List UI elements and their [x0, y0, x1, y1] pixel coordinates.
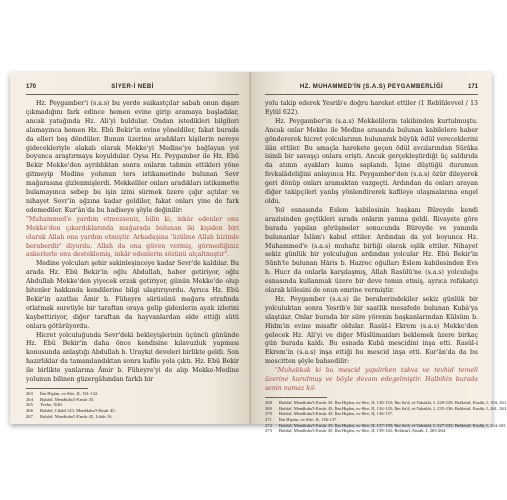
footnote: 273 Buhârî, Menâkıbu'l-Ensâr 45; İbn Hişâm, es-Sîre, II, 139-143; Belâzürî, Ensâb, I, 263-264.	[265, 428, 447, 434]
footnote: 270 Buhârî, Menâkıbu'l-Ensâr 45; İbn Hişâm, es-Sîre, II, 136-137.	[265, 411, 394, 417]
footnote: 266 Buhârî, Cihâd 123, Menâkıbu'l-Ensâr 45.	[26, 408, 116, 414]
quran-quote: "Muhakkak ki bu mescid yapılırken takva ve tevhid temeli üzerine kurulmuş ve böyle devam edegelmiştir. Halbihin burada senin namaz kıl-	[265, 367, 478, 392]
footnotes-left	[26, 391, 239, 420]
quran-quote: "Muhammed'e yardım etmezseniz, bilin ki, inkâr edenler onu Mekke'den çıkardıklarında mağarada bulunan iki kişiden biri olarak Allah ona yardım etmiştir. Arkadaşına 'üzülme Allah bizimle beraberdir' diyordu. Allah da ona güven vermiş, görmediğiniz askerlerle onu desteklemiş, inkâr edenlerin sözünü alçaltmıştır".	[26, 215, 239, 259]
paragraph: Hz. Peygamber'in (s.a.s) Mekkelilerin takibinden kurtulmuştu. Ancak onlar Mekke ile Medine arasında bulunan kabilelere haber göndererek hicret yolcularının bulunarak büyük ödül vereceklerini ilân ettiler. Bu amaçla harekete geçen ödül avcılarından Sürâka isimli bir savaşçı onlara erişti. Ancak gerçekleştirdiği üç saldırıda da atının ayakları kuma saplandı. İçine düştüğü durumun fevkalâdeliğini anlayınca Hz. Peygamber'den (s.a.s) özür dileyerek geri dönüp onları aramaktan vazgeçti. Ardından da onları arayan diğer takipçileri yanlış yönlendirerek kafileye ulaşmalarına engel oldu.	[265, 117, 478, 205]
footnote: 271 İbn Hişâm, es-Sîre, II, 136-137.	[265, 417, 338, 423]
page-number-right: 171	[467, 84, 478, 90]
running-title-right: HZ. MUHAMMED'İN (S.A.S) PEYGAMBERLİĞİ	[299, 84, 444, 90]
footnote: 265 Tevbe, 9/40.	[26, 402, 63, 408]
footnote-rule	[265, 397, 327, 398]
footnote: 264 Buhârî, Menâkıbu'l-Ensâr 45.	[26, 396, 95, 402]
paragraph: Hz. Peygamber'i (s.a.s) bu yerde suikastçılar sabah onun dışarı çıkmadığını fark edince hemen evine girip aramaya başladılar, ancak yatağında Hz. Ali'yi buldular. Ondan istedikleri bilgileri alamayınca hemen Hz. Ebû Bekir'in evine yöneldiler, fakat burada da elleri boş döndüler. Bunun üzerine aradıkları kişilerin nereye gidecekleriyle alakalı olarak Mekke'yi Medine'ye bağlayan yol boyunca araştırmaya koyuldular. Oysa Hz. Peygamber ile Hz. Ebû Bekir Mekke'den ayrıldıktan sonra onların tahmin ettikleri yöne gitmeyip Medine yolunun ters istikametinde bulunan Sevr mağarasına gizlenmişlerdi. Mekkeliler onları aradıkları istikamette bulamayınca sebep bu işin izini sürmek üzere çığır açtılar ve nihayet Sevr'in ağzına kadar geldiler, fakat onları yine de fark edemediler. Kur'ân'da bu hadiseye şöyle değinilir:	[26, 100, 239, 214]
paragraph: yolu takip ederek Yesrib'e doğru hareket ettiler (1 Rebîülevvel / 13 Eylül 622).	[265, 100, 478, 116]
paragraph: Medine yolcuları şehir sakinleşinceye kadar Sevr'de kaldılar. Bu arada Hz. Ebû Bekir'in oğlu Abdullah, haber getiriyor, oğlu Abdullah Mekke'den yiyecek erzak getiriyor, günün Mekke'de olup bitenler hakkında kendilerine bilgi ulaştırıyordu. Ayrıca Hz. Ebû Bekir'in azatlısı Âmir b. Füheyre sürüsünü mağara etrafında otlatmak suretiyle bir taraftan oraya gelip gidenlerin ayak izlerini kaybettiriyor, diğer taraftan da hayvanlardan elde ettiği sütü onlara götürüyordu.	[26, 260, 239, 330]
footnote: 263 İbn Hişâm, es-Sîre, II, 131-132.	[26, 391, 99, 396]
running-title-left: SİYER-İ NEBİ	[111, 84, 154, 90]
left-page-body	[26, 100, 239, 385]
paragraph: Hz. Peygamber (s.a.s) ile beraberindekiler sekiz günlük bir yolculuktan sonra Yesrib'e bir saatlik mesafede bulunan Kubâ'ya ulaştılar. Onlar burada bir süre yörenin başkanlarından Külsûm b. Hidm'in evine misafir oldular. Rasûl-i Ekrem (s.a.s) Mekke'den gelecek Hz. Ali'yi ve diğer Müslümanları beklemek üzere birkaç gün burada kaldı. Bu esnada Kubâ mescidini inşa etti. Rasûl-i Ekrem'in (s.a.s) inşa ettiği bu mescid inşa etti. Kur'ân'da da bu mescitten şöyle bahsedilir:	[265, 295, 478, 366]
paragraph: Hicret yolculuğunda Sevr'deki bekleyişlerinin üçüncü gününde Hz. Ebû Bekir'in daha önce kendisine kılavuzluk yapması konusunda anlaştığı Abdullah b. Uraykıt develeri birlikte geldi. Son hazırlıklar da tamamlandıktan sonra kafile yola çıktı. Hz. Ebû Bekir ile birlikte yanlarına Âmir b. Füheyre'yi de alıp Mekke-Medine yolunun bilinen güzergâhından farklı bir	[26, 331, 239, 384]
right-page	[251, 72, 507, 434]
paragraph: Yol esnasında Eslem kabilesinin başkanı Büreyde kendi arazisinden geçtikleri sırada onların yanına geldi. Rivayete göre burada yapılan görüşmeler sonucunda Büreyde ve yanında bulunanlar İslâm'ı kabul ettiler. Ardından da yol boyunca Hz. Muhammed'e (s.a.s) muhafız birliği olarak eşlik ettiler. Nihayet sekiz günlük bir yolculuğun ardından yolcular Hz. Ebû Bekir'in Sünh'te bulunan Hâris b. Hazrec oğulları Eslem kabilesinden Evs b. Hucr da onlarla karşılaşmış, Allah Rasûlü'ne (s.a.s) yolculuğu esnasında kullanmak üzere bir deve temin etmiş, ayrıca refakatçi olarak kölesini de onun emrine vermiştir.	[265, 206, 478, 295]
footnote: 268 Buhârî, Menâkıbu'l-Ensâr 45; İbn Hişâm, es-Sîre, II, 130-133; İbn Sa'd, et-Tabakât, I, 228-229; Belâzürî, Ensâb, I, 194, 261.	[265, 399, 507, 405]
footnotes-right	[265, 399, 507, 434]
left-page	[10, 72, 251, 424]
footnote-rule	[26, 388, 88, 389]
running-head-left	[26, 83, 239, 95]
footnote: 272 Buhârî, Menâkıbu'l-Ensâr 45; İbn Hişâm, es-Sîre, II, 137-139; İbn Sa'd, et-Tabakât, I, 227-233; Belâzürî, Ensâb, I, 264-265.	[265, 422, 507, 428]
open-book-spread	[10, 72, 507, 434]
running-head-right	[265, 83, 478, 95]
right-page-body	[265, 100, 478, 394]
page-number-left: 170	[26, 84, 37, 90]
footnote: 267 Buhârî, Menâkıbu'l-Ensâr 45, Libâs 16.	[26, 413, 113, 419]
footnote: 269 Buhârî, Menâkıbu'l-Ensâr 45; İbn Hişâm, es-Sîre, II, 134-135; İbn Sa'd, et-Tabakât, I, 235-236; Belâzürî, Ensâb, I, 261, 263.	[265, 405, 507, 411]
